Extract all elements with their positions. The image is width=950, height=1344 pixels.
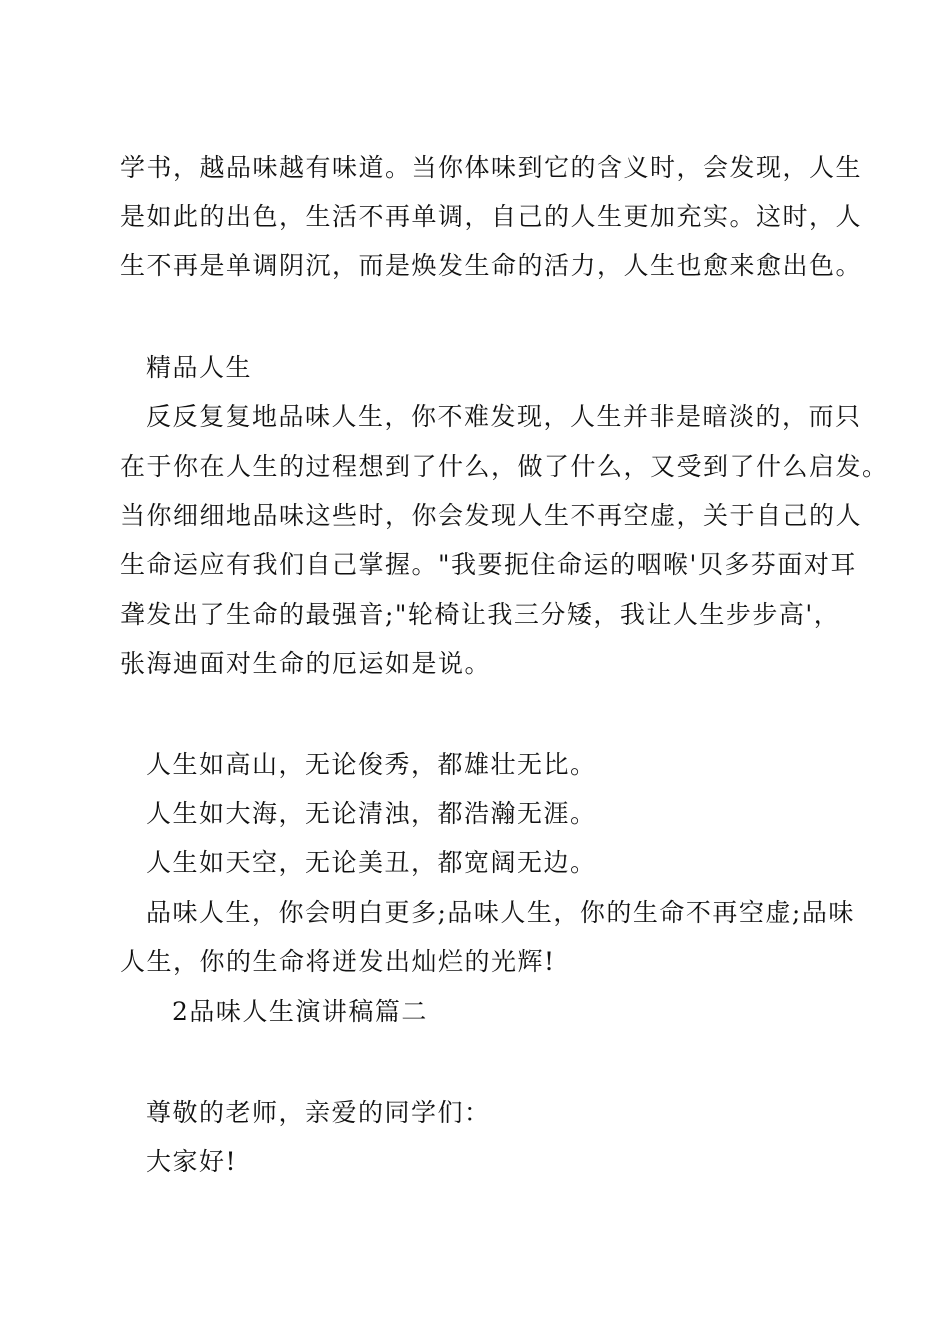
paragraph-line: 品味人生，你会明白更多;品味人生，你的生命不再空虚;品味 xyxy=(146,898,855,927)
paragraph-line: 人生，你的生命将迸发出灿烂的光辉! xyxy=(120,947,556,976)
paragraph-line: 学书，越品味越有味道。当你体味到它的含义时，会发现，人生 xyxy=(120,153,863,182)
paragraph-line: 是如此的出色，生活不再单调，自己的人生更加充实。这时，人 xyxy=(120,202,863,231)
paragraph-line: 反反复复地品味人生，你不难发现，人生并非是暗淡的，而只 xyxy=(146,402,862,431)
paragraph-line: 张海迪面对生命的厄运如是说。 xyxy=(120,649,492,678)
paragraph-line: 在于你在人生的过程想到了什么，做了什么，又受到了什么启发。 xyxy=(120,452,889,481)
paragraph-line: 人生如高山，无论俊秀，都雄壮无比。 xyxy=(146,750,597,779)
greeting-line: 大家好! xyxy=(146,1147,238,1176)
paragraph-line: 人生如大海，无论清浊，都浩瀚无涯。 xyxy=(146,799,597,828)
section-heading: 精品人生 xyxy=(146,353,253,382)
section-heading: 2品味人生演讲稿篇二 xyxy=(172,997,428,1026)
salutation-line: 尊敬的老师，亲爱的同学们： xyxy=(146,1098,491,1127)
paragraph-line: 聋发出了生命的最强音;"轮椅让我三分矮，我让人生步步高'， xyxy=(120,600,841,629)
paragraph-line: 生不再是单调阴沉，而是焕发生命的活力，人生也愈来愈出色。 xyxy=(120,251,863,280)
paragraph-line: 生命运应有我们自己掌握。"我要扼住命运的咽喉'贝多芬面对耳 xyxy=(120,550,857,579)
paragraph-line: 人生如天空，无论美丑，都宽阔无边。 xyxy=(146,848,597,877)
paragraph-line: 当你细细地品味这些时，你会发现人生不再空虚，关于自己的人 xyxy=(120,501,863,530)
